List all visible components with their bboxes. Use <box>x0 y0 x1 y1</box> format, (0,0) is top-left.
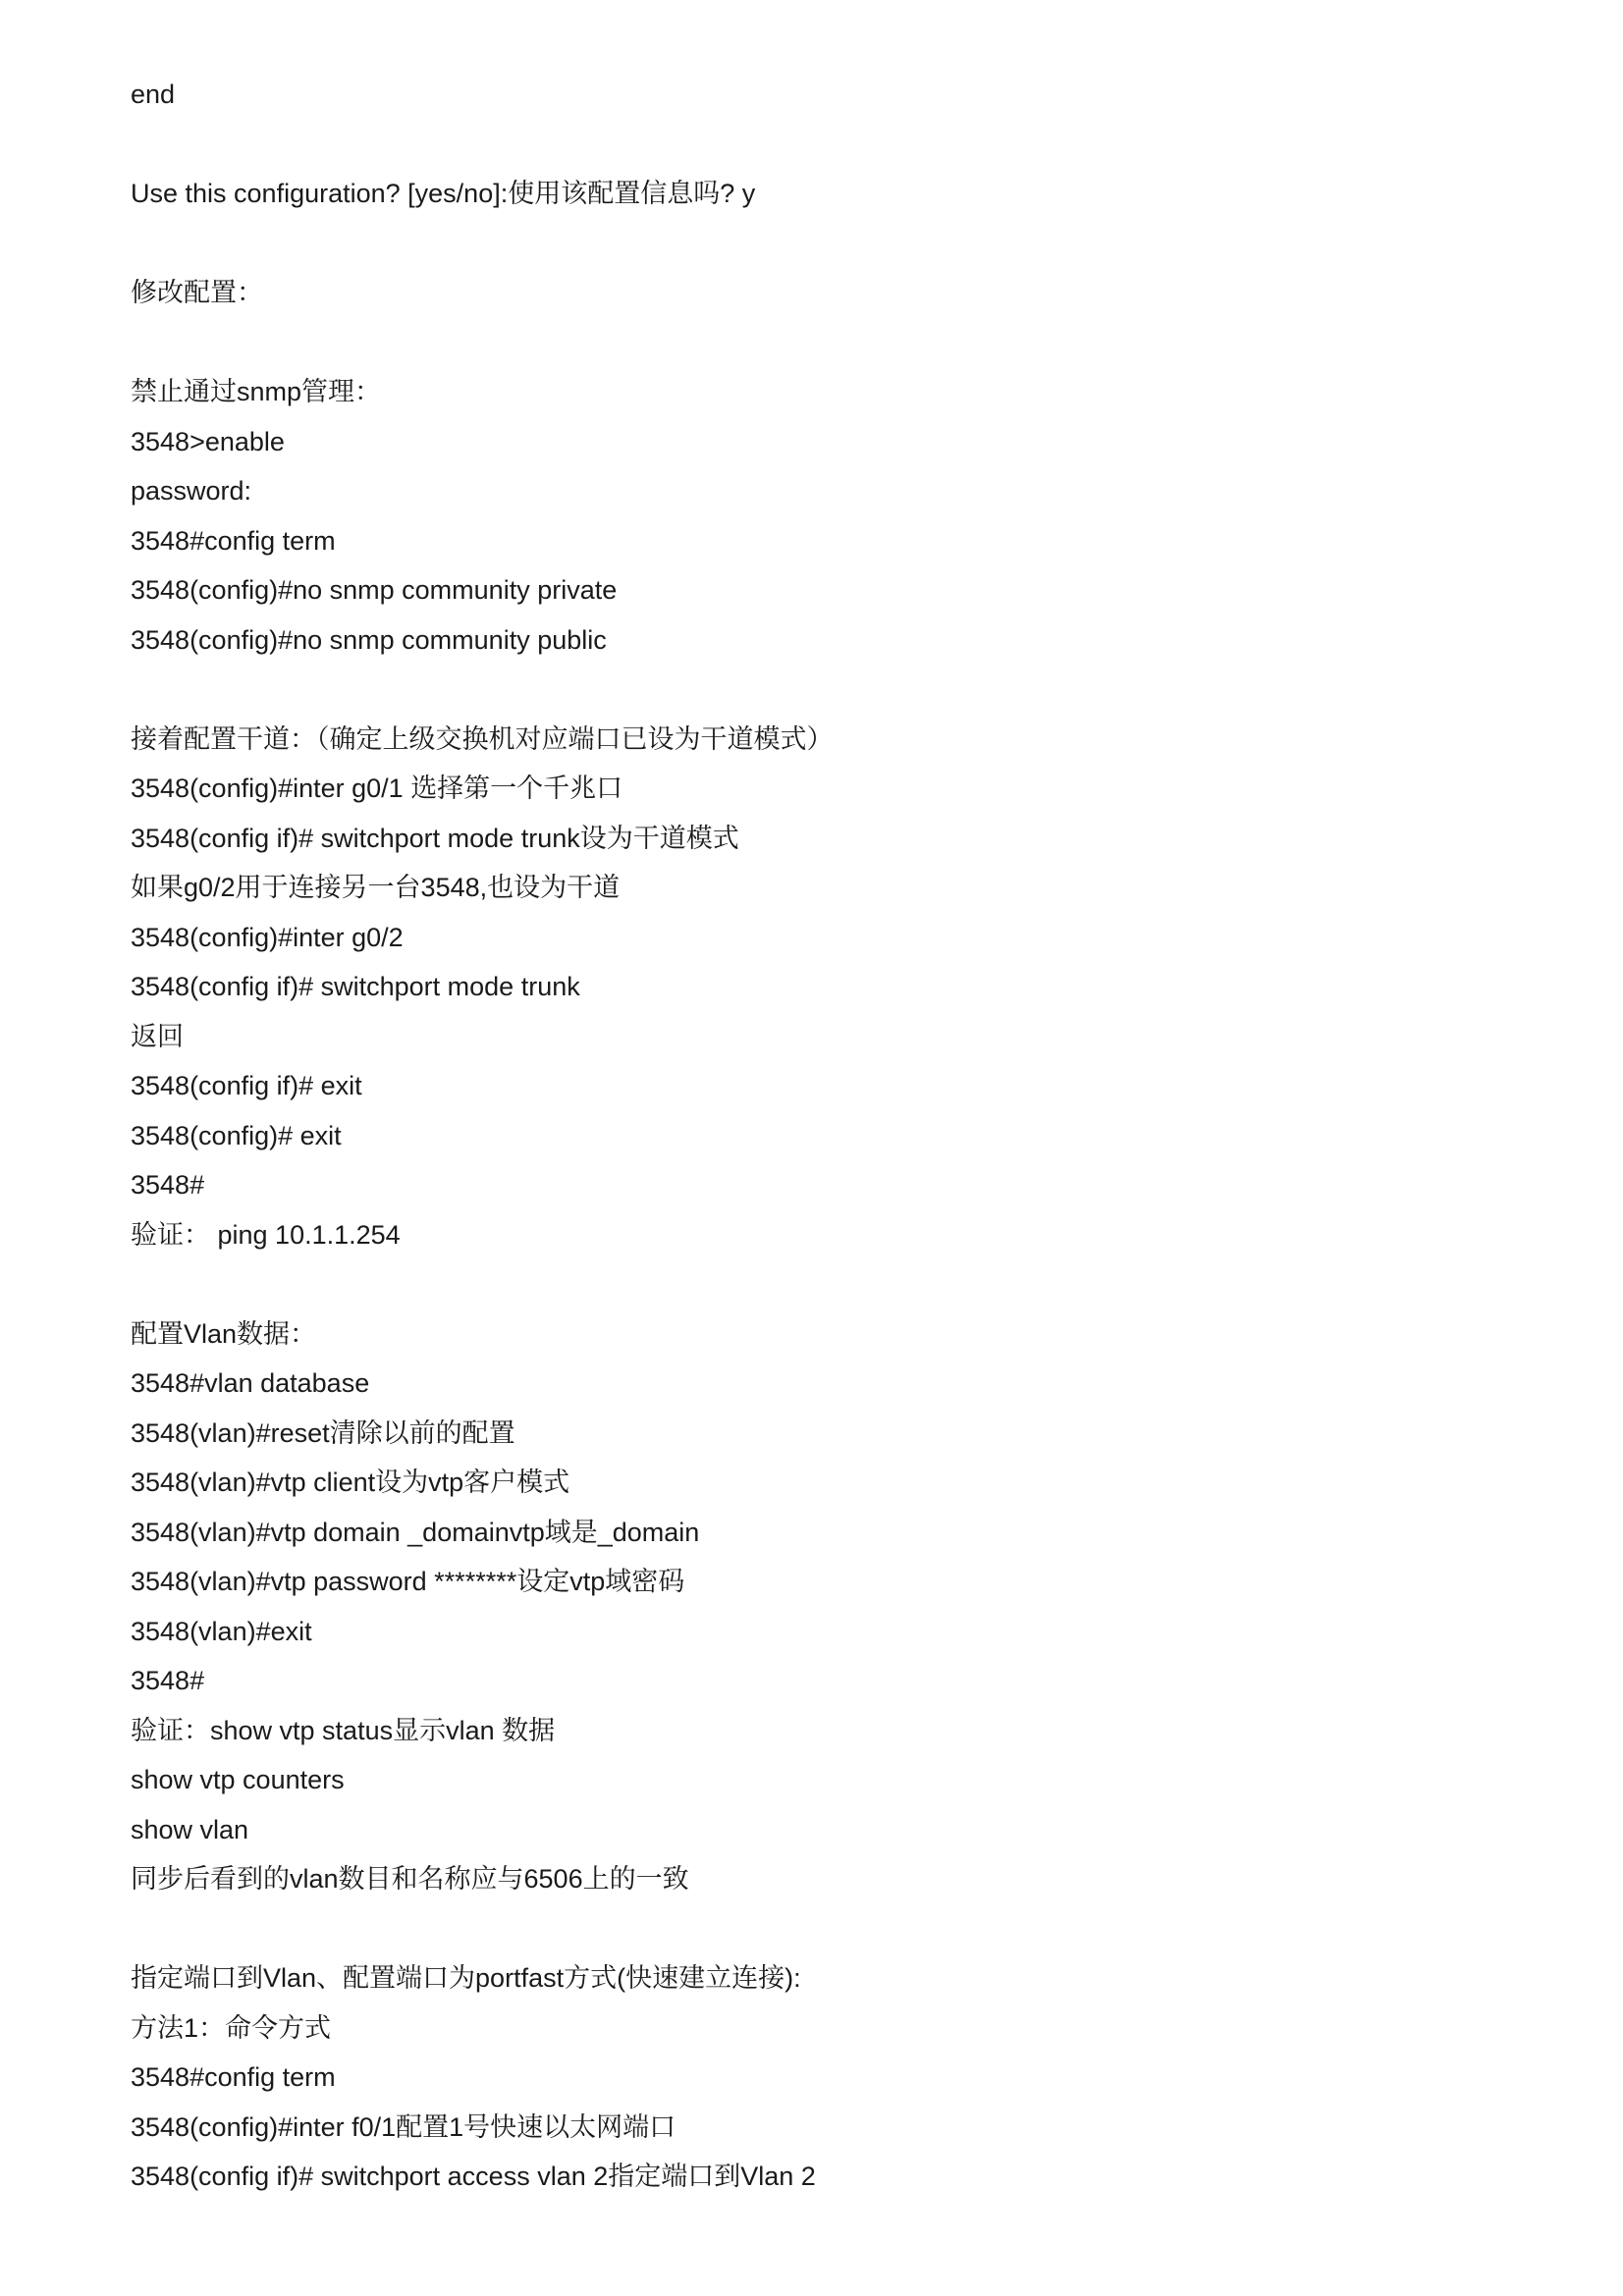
command-line: 3548(config if)# exit <box>131 1071 362 1100</box>
section-heading-disable-snmp: 禁止通过snmp管理： <box>131 377 382 406</box>
command-line: 3548#vlan database <box>131 1368 370 1398</box>
note-line: 同步后看到的vlan数目和名称应与6506上的一致 <box>131 1864 689 1894</box>
command-line: show vlan <box>131 1814 249 1844</box>
command-line: 3548(vlan)#vtp client设为vtp客户模式 <box>131 1468 570 1497</box>
command-line: password: <box>131 476 252 506</box>
command-line: 3548(config)#no snmp community private <box>131 575 618 605</box>
command-line: 3548# <box>131 1170 205 1200</box>
command-line: 3548(config)# exit <box>131 1120 342 1150</box>
command-line: 3548(config if)# switchport mode trunk设为干道模式 <box>131 823 739 853</box>
command-line: 3548(vlan)#vtp domain _domainvtp域是_domain <box>131 1517 700 1547</box>
blank-line <box>131 224 1505 274</box>
command-line: 3548(config)#inter f0/1配置1号快速以太网端口 <box>131 2111 676 2142</box>
document-body <box>131 75 1505 2207</box>
blank-line <box>131 669 1505 720</box>
command-line: 3548#config term <box>131 2062 336 2092</box>
blank-line <box>131 1264 1505 1314</box>
command-line: 3548(config)#inter g0/2 <box>131 922 404 952</box>
command-line: 3548#config term <box>131 525 336 556</box>
note-line: 如果g0/2用于连接另一台3548,也设为干道 <box>131 873 621 902</box>
command-line: show vtp counters <box>131 1765 345 1794</box>
blank-line <box>131 1909 1505 1959</box>
command-line: 3548(vlan)#exit <box>131 1616 312 1646</box>
section-heading-modify-config: 修改配置： <box>131 278 263 307</box>
verify-line: 验证： ping 10.1.1.254 <box>131 1219 401 1250</box>
config-end-line: end <box>131 80 176 109</box>
blank-line <box>131 323 1505 373</box>
command-line: 3548(vlan)#vtp password ********设定vtp域密码 <box>131 1567 685 1596</box>
section-heading-trunk: 接着配置干道：（确定上级交换机对应端口已设为干道模式） <box>131 723 834 754</box>
method-heading: 方法1：命令方式 <box>131 2012 332 2043</box>
command-line: 3548(config)#no snmp community public <box>131 624 607 655</box>
command-line: 3548(config if)# switchport mode trunk <box>131 972 580 1001</box>
note-line: 返回 <box>131 1021 184 1051</box>
blank-line <box>131 125 1505 175</box>
command-line: 3548>enable <box>131 426 285 456</box>
command-line: 3548# <box>131 1666 205 1695</box>
command-line: 3548(config if)# switchport access vlan 2指定端口到Vlan 2 <box>131 2162 816 2191</box>
command-line: 3548(config)#inter g0/1 选择第一个千兆口 <box>131 774 623 803</box>
use-configuration-prompt: Use this configuration? [yes/no]:使用该配置信息吗? y <box>131 179 756 208</box>
command-line: 3548(vlan)#reset清除以前的配置 <box>131 1417 515 1448</box>
section-heading-vlan-data: 配置Vlan数据： <box>131 1318 317 1349</box>
verify-line: 验证：show vtp status显示vlan 数据 <box>131 1715 556 1745</box>
section-heading-port-vlan: 指定端口到Vlan、配置端口为portfast方式(快速建立连接): <box>131 1963 801 1993</box>
